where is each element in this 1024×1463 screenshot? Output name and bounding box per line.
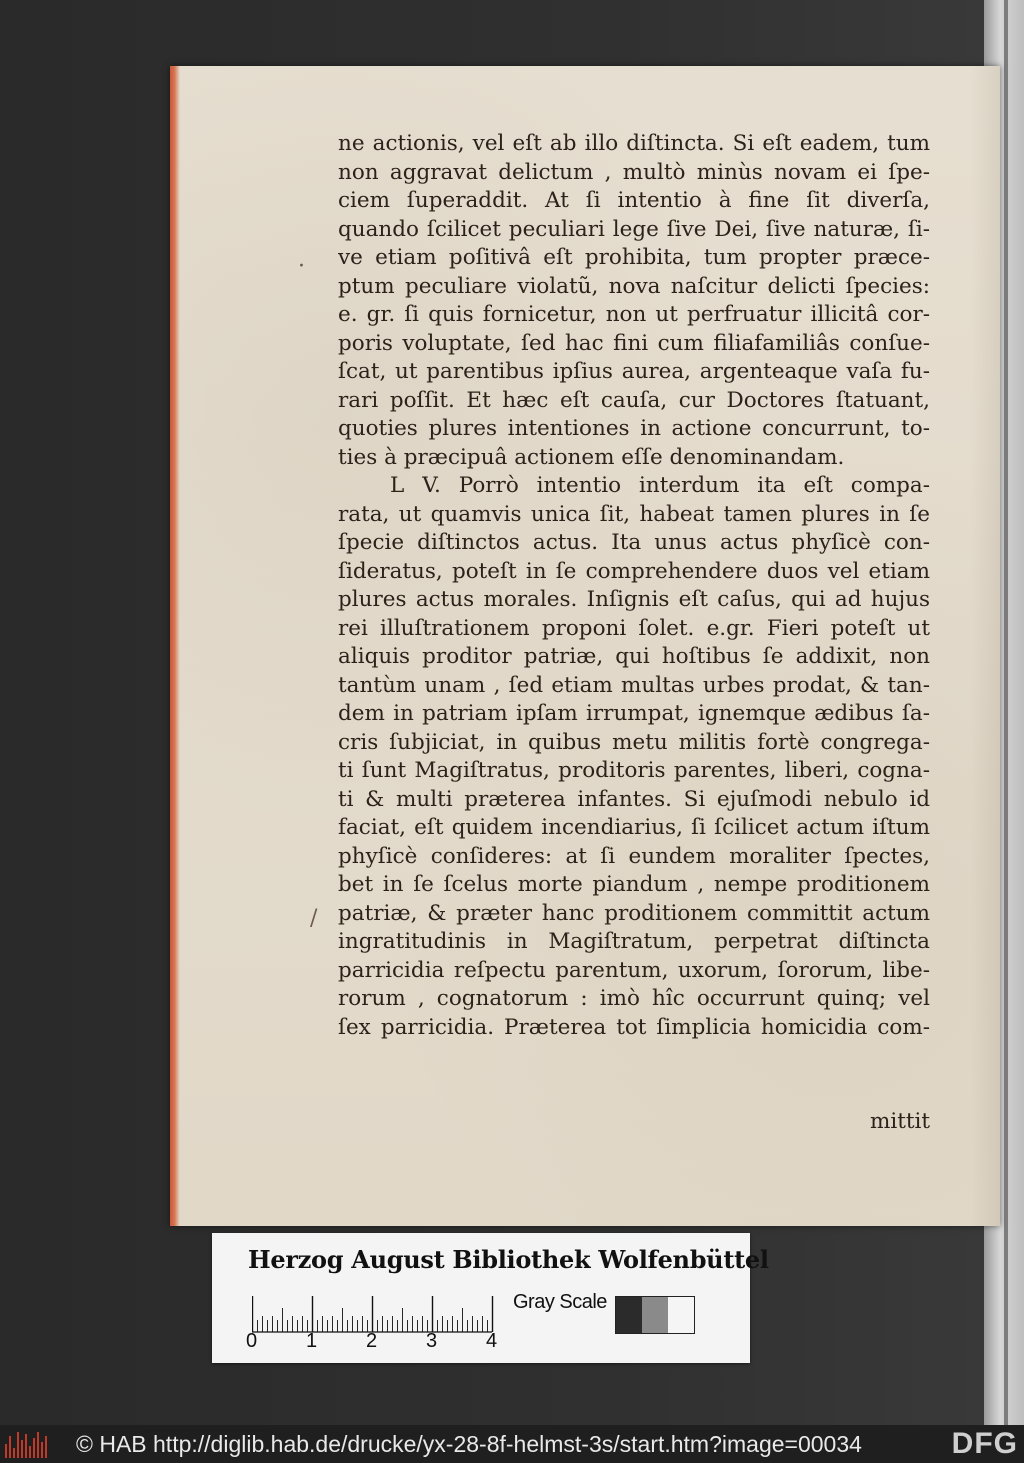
page-red-edge	[170, 66, 180, 1226]
ruler-scale	[252, 1293, 502, 1333]
gray-swatch-mid	[642, 1297, 668, 1333]
text-line: rari poſſit. Et hæc eſt cauſa, cur Doctores ſtatuant,	[338, 387, 930, 413]
page-gutter-shade	[970, 66, 1000, 1226]
footer-bar	[0, 1425, 1024, 1463]
text-line: dem in patriam ipſam irrumpat, ignemque ædibus ſa-	[338, 701, 930, 726]
dfg-logo: DFG	[948, 1427, 1018, 1461]
page-text	[338, 130, 930, 1042]
text-line: cris ſubjiciat, in quibus metu militis fortè congrega-	[338, 729, 930, 755]
logo-bar	[21, 1440, 23, 1458]
scan-backdrop-edge	[1004, 0, 1008, 1425]
margin-mark: /	[310, 906, 318, 931]
ruler-label: 1	[306, 1330, 318, 1352]
library-color-card	[212, 1233, 769, 1363]
logo-bar	[45, 1436, 47, 1458]
text-line: ti & multi præterea infantes. Si ejuſmodi nebulo id	[338, 786, 930, 812]
text-line: rorum , cognatorum : imò hîc occurrunt quinq; vel	[338, 986, 930, 1011]
text-line: ſex parricidia. Præterea tot ſimplicia homicidia com-	[338, 1014, 930, 1040]
logo-bar	[29, 1446, 31, 1458]
text-line: rei illuſtrationem proponi ſolet. e.gr. Fieri poteſt ut	[338, 615, 930, 641]
logo-bar	[41, 1442, 43, 1458]
gray-swatch-dark	[616, 1297, 642, 1333]
text-line: quoties plures intentiones in actione concurrunt, to-	[338, 416, 930, 441]
text-line: patriæ, & præter hanc proditionem committit actum	[338, 900, 930, 926]
ruler-label: 0	[246, 1330, 258, 1352]
text-line: ciem ſuperaddit. At ſi intentio à fine ſit diverſa,	[338, 188, 930, 213]
text-line: poris voluptate, ſed hac fini cum filiafamiliâs conſue-	[338, 330, 930, 356]
gray-scale-label: Gray Scale	[513, 1291, 607, 1313]
ruler-labels	[246, 1330, 526, 1358]
text-line: rata, ut quamvis unica ſit, habeat tamen plures in ſe	[338, 501, 930, 527]
text-line: ti ſunt Magiſtratus, proditoris parentes, liberi, cogna-	[338, 758, 930, 783]
text-line: parricidia reſpectu parentum, uxorum, ſororum, libe-	[338, 957, 930, 983]
text-line: phyſicè conſideres: at ſi eundem moraliter ſpectes,	[338, 843, 930, 869]
logo-bar	[5, 1444, 7, 1458]
text-line: ne actionis, vel eſt ab illo diſtincta. Si eſt eadem, tum	[338, 131, 930, 156]
text-line: ſideratus, poteſt in ſe comprehendere duos vel etiam	[338, 558, 930, 584]
logo-bar	[25, 1434, 27, 1458]
text-line: ſpecie diſtinctos actus. Ita unus actus phyſicè con-	[338, 530, 930, 555]
library-name: Herzog August Bibliothek Wolfenbüttel	[248, 1245, 769, 1274]
logo-bar	[9, 1436, 11, 1458]
book-page	[170, 66, 1000, 1226]
text-line: tantùm unam , ſed etiam multas urbes prodat, & tan-	[338, 672, 930, 698]
margin-mark: ·	[298, 254, 305, 279]
logo-bar	[33, 1438, 35, 1458]
text-line: ties à præcipuâ actionem eſſe denominandam.	[338, 444, 845, 470]
text-line: faciat, eſt quidem incendiarius, ſi ſcilicet actum iſtum	[338, 815, 930, 840]
text-line: plures actus morales. Inſignis eſt caſus, qui ad hujus	[338, 587, 930, 612]
hab-logo-icon	[5, 1430, 49, 1458]
text-line: e. gr. ſi quis fornicetur, non ut perfruatur illicitâ cor-	[338, 302, 930, 327]
logo-bar	[17, 1432, 19, 1458]
ruler-label: 2	[366, 1330, 378, 1352]
text-line: quando ſcilicet peculiari lege ſive Dei, ſive naturæ, ſi-	[338, 216, 930, 242]
catchword: mittit	[869, 1109, 930, 1134]
gray-swatch-light	[668, 1297, 694, 1333]
ruler-label: 3	[426, 1330, 438, 1352]
text-line: ptum peculiare violatũ, nova naſcitur delicti ſpecies:	[338, 273, 930, 299]
text-line: non aggravat delictum , multò minùs novam ei ſpe-	[338, 159, 930, 185]
gray-scale-swatches	[615, 1296, 695, 1334]
logo-bar	[13, 1448, 15, 1458]
text-line: ſcat, ut parentibus ipſius aurea, argenteaque vaſa fu-	[338, 359, 930, 384]
text-line: ve etiam poſitivâ eſt prohibita, tum propter præce-	[338, 245, 930, 270]
section-heading-line: L V. Porrò intentio interdum ita eſt compa-	[390, 473, 930, 498]
text-line: ingratitudinis in Magiſtratum, perpetrat diſtincta	[338, 929, 930, 954]
footer-citation: © HAB http://diglib.hab.de/drucke/yx-28-8f-helmst-3s/start.htm?image=00034	[76, 1431, 862, 1457]
text-line: bet in ſe ſcelus morte piandum , nempe proditionem	[338, 872, 930, 897]
ruler-label: 4	[486, 1330, 498, 1352]
text-line: aliquis proditor patriæ, qui hoſtibus ſe addixit, non	[338, 644, 930, 669]
logo-bar	[37, 1432, 39, 1458]
